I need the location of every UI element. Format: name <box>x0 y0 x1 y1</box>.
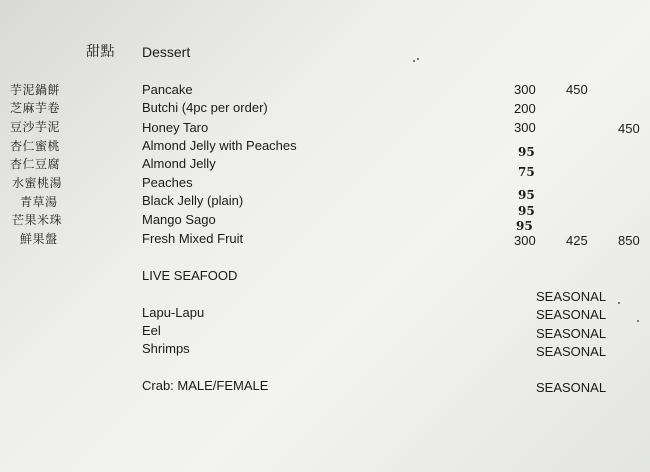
seasonal-price: SEASONAL <box>536 307 607 322</box>
seafood-item-name: Shrimps <box>142 341 190 356</box>
item-name: Honey Taro <box>142 120 209 135</box>
item-chinese-name: 杏仁蜜桃 <box>10 139 61 153</box>
item-price: 425 <box>566 233 588 248</box>
item-price: 450 <box>618 121 640 136</box>
item-chinese-name: 豆沙芋泥 <box>10 120 61 134</box>
item-chinese-name: 芒果米珠 <box>12 213 63 227</box>
seafood-item-name: Eel <box>142 323 161 338</box>
seasonal-price: SEASONAL <box>536 344 607 359</box>
item-price: 200 <box>514 101 536 116</box>
section-title-chinese: 甜點 <box>86 44 115 60</box>
item-chinese-name: 鮮果盤 <box>20 232 58 246</box>
paper-speck <box>637 320 639 322</box>
seasonal-price: SEASONAL <box>536 326 607 341</box>
item-chinese-name: 芝麻芋卷 <box>10 101 61 115</box>
live-seafood-heading: LIVE SEAFOOD <box>142 268 238 283</box>
item-chinese-name: 杏仁豆腐 <box>10 157 61 171</box>
item-price: 300 <box>514 82 536 97</box>
item-price: 450 <box>566 82 588 97</box>
item-name: Butchi (4pc per order) <box>142 100 268 115</box>
item-price-handwritten: 95 <box>518 145 535 159</box>
item-price: 300 <box>514 233 536 248</box>
item-chinese-name: 水蜜桃湯 <box>12 176 63 190</box>
paper-speck <box>413 60 415 62</box>
item-chinese-name: 芋泥鍋餅 <box>10 83 61 97</box>
item-name: Peaches <box>142 175 193 190</box>
item-name: Black Jelly (plain) <box>142 193 244 208</box>
item-price: 850 <box>618 233 640 248</box>
item-name: Mango Sago <box>142 212 216 227</box>
item-price: 300 <box>514 120 536 135</box>
item-name: Almond Jelly with Peaches <box>142 138 297 153</box>
item-price-handwritten: 95 <box>518 204 535 218</box>
item-name: Pancake <box>142 82 193 97</box>
paper-speck <box>417 58 419 60</box>
seasonal-price: SEASONAL <box>536 380 607 395</box>
item-name: Almond Jelly <box>142 156 216 171</box>
crab-item-name: Crab: MALE/FEMALE <box>142 378 269 393</box>
item-chinese-name: 青草湯 <box>20 195 58 209</box>
item-price-handwritten: 75 <box>518 165 535 179</box>
paper-speck <box>618 302 620 304</box>
item-name: Fresh Mixed Fruit <box>142 231 244 246</box>
seasonal-price: SEASONAL <box>536 289 607 304</box>
item-price-handwritten: 95 <box>518 188 535 202</box>
section-title-english: Dessert <box>142 44 191 60</box>
seafood-item-name: Lapu-Lapu <box>142 305 205 320</box>
item-price-handwritten: 95 <box>516 219 533 233</box>
